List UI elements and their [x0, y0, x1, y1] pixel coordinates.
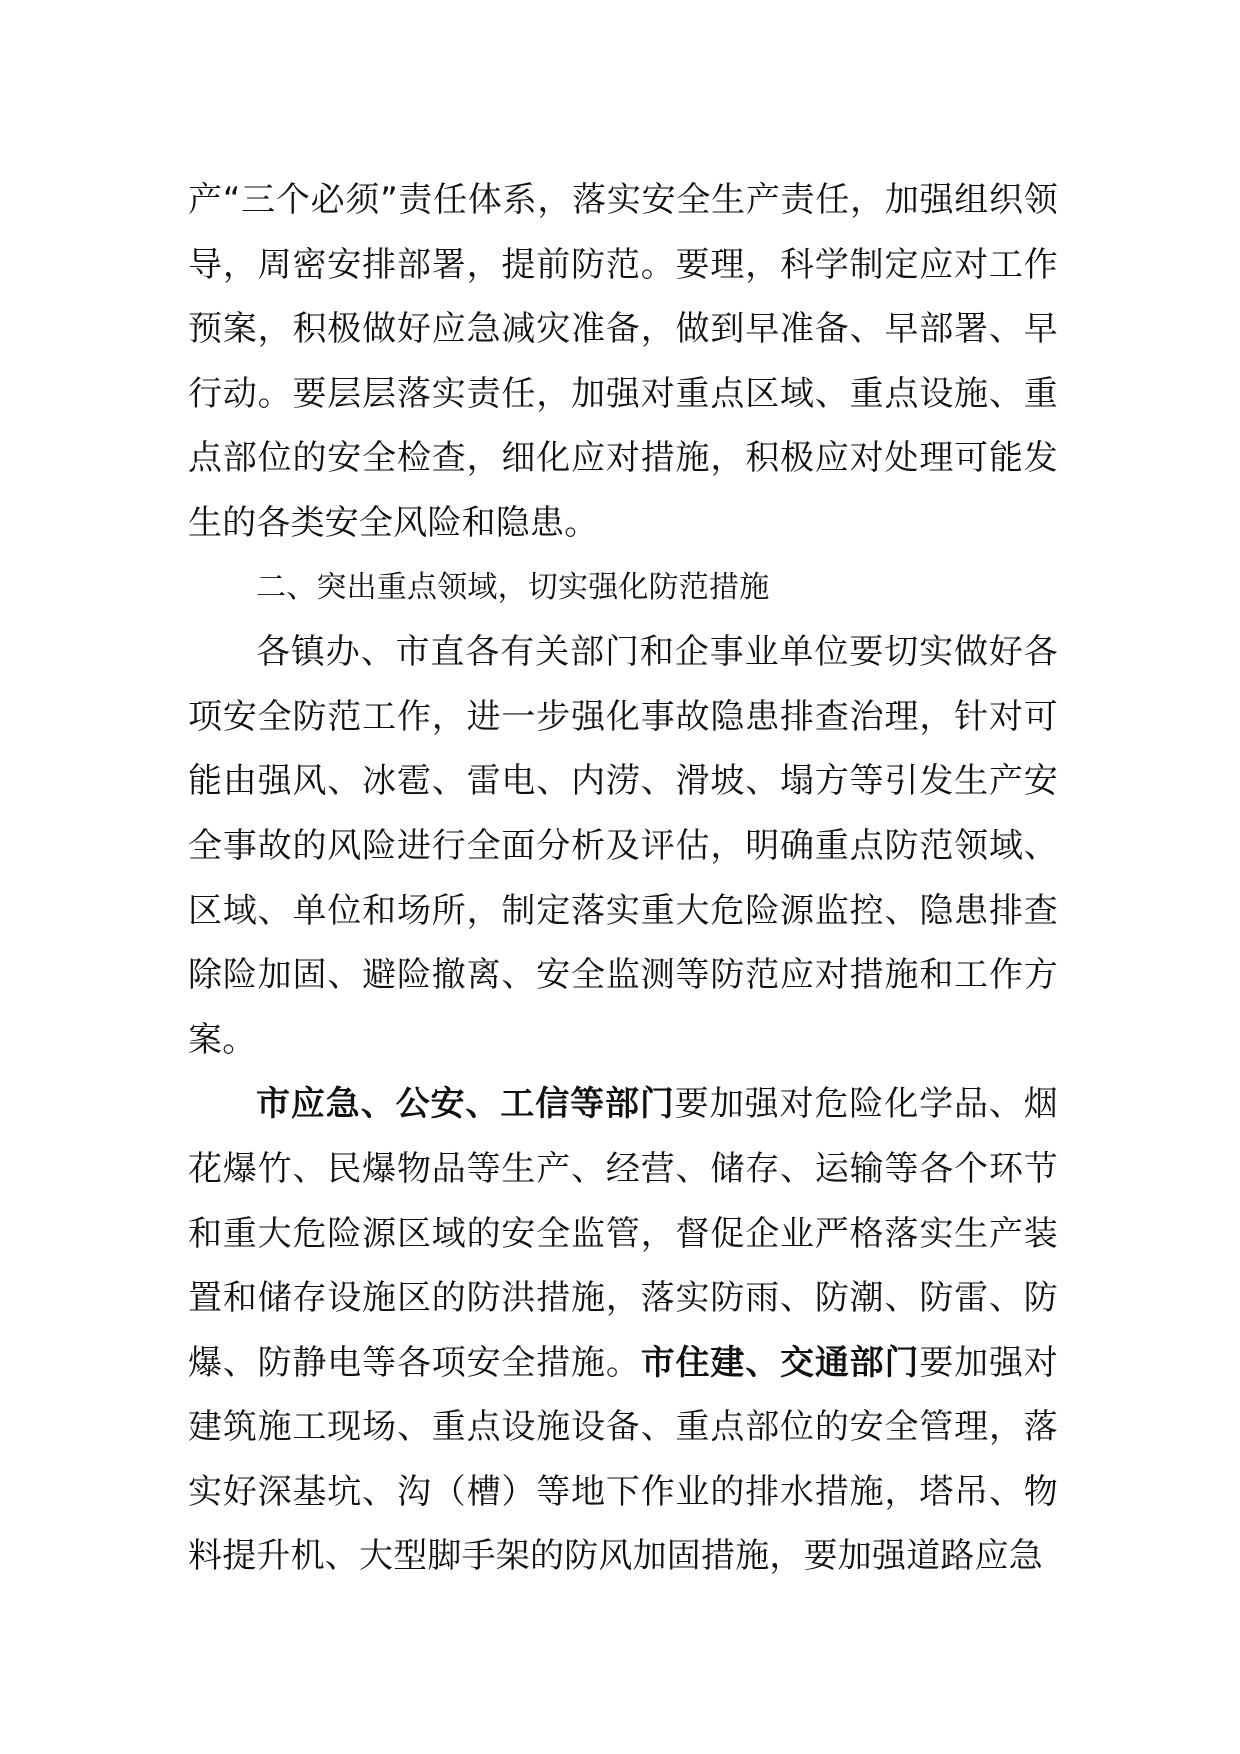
paragraph-continuation: 产“三个必须”责任体系，落实安全生产责任，加强组织领导，周密安排部署，提前防范。要理，科学制定应对工作预案，积极做好应急减灾准备，做到早准备、早部署、早行动。要层层落实责任，加强对重点区域、重点设施、重点部位的安全检查，细化应对措施，积极应对处理可能发生的各类安全风险和隐患。	[188, 180, 1058, 543]
section-heading: 二、突出重点领域，切实强化防范措施	[256, 569, 770, 605]
paragraph-text-segment: 要加强对建筑施工现场、重点设施设备、重点部位的安全管理，落实好深基坑、沟（槽）等地下作业的排水措施，塔吊、物料提升机、大型脚手架的防风加固措施，要加强道路应急	[188, 1342, 1058, 1577]
paragraph-text-segment: 要加强对危险化学品、烟花爆竹、民爆物品等生产、经营、储存、运输等各个环节和重大危险源区域的安全监管，督促企业严格落实生产装置和储存设施区的防洪措施，落实防雨、防潮、防雷、防爆、防静电等各项安全措施。	[188, 1084, 1058, 1383]
document-body	[188, 168, 1058, 1589]
department-name-bold: 市应急、公安、工信等部门	[256, 1084, 675, 1125]
department-name-bold: 市住建、交通部门	[640, 1342, 920, 1383]
paragraph-body: 各镇办、市直各有关部门和企事业单位要切实做好各项安全防范工作，进一步强化事故隐患排查治理，针对可能由强风、冰雹、雷电、内涝、滑坡、塌方等引发生产安全事故的风险进行全面分析及评估，明确重点防范领域、区域、单位和场所，制定落实重大危险源监控、隐患排查除险加固、避险撤离、安全监测等防范应对措施和工作方案。	[188, 632, 1058, 1060]
paragraph-departments	[188, 1072, 1058, 1589]
